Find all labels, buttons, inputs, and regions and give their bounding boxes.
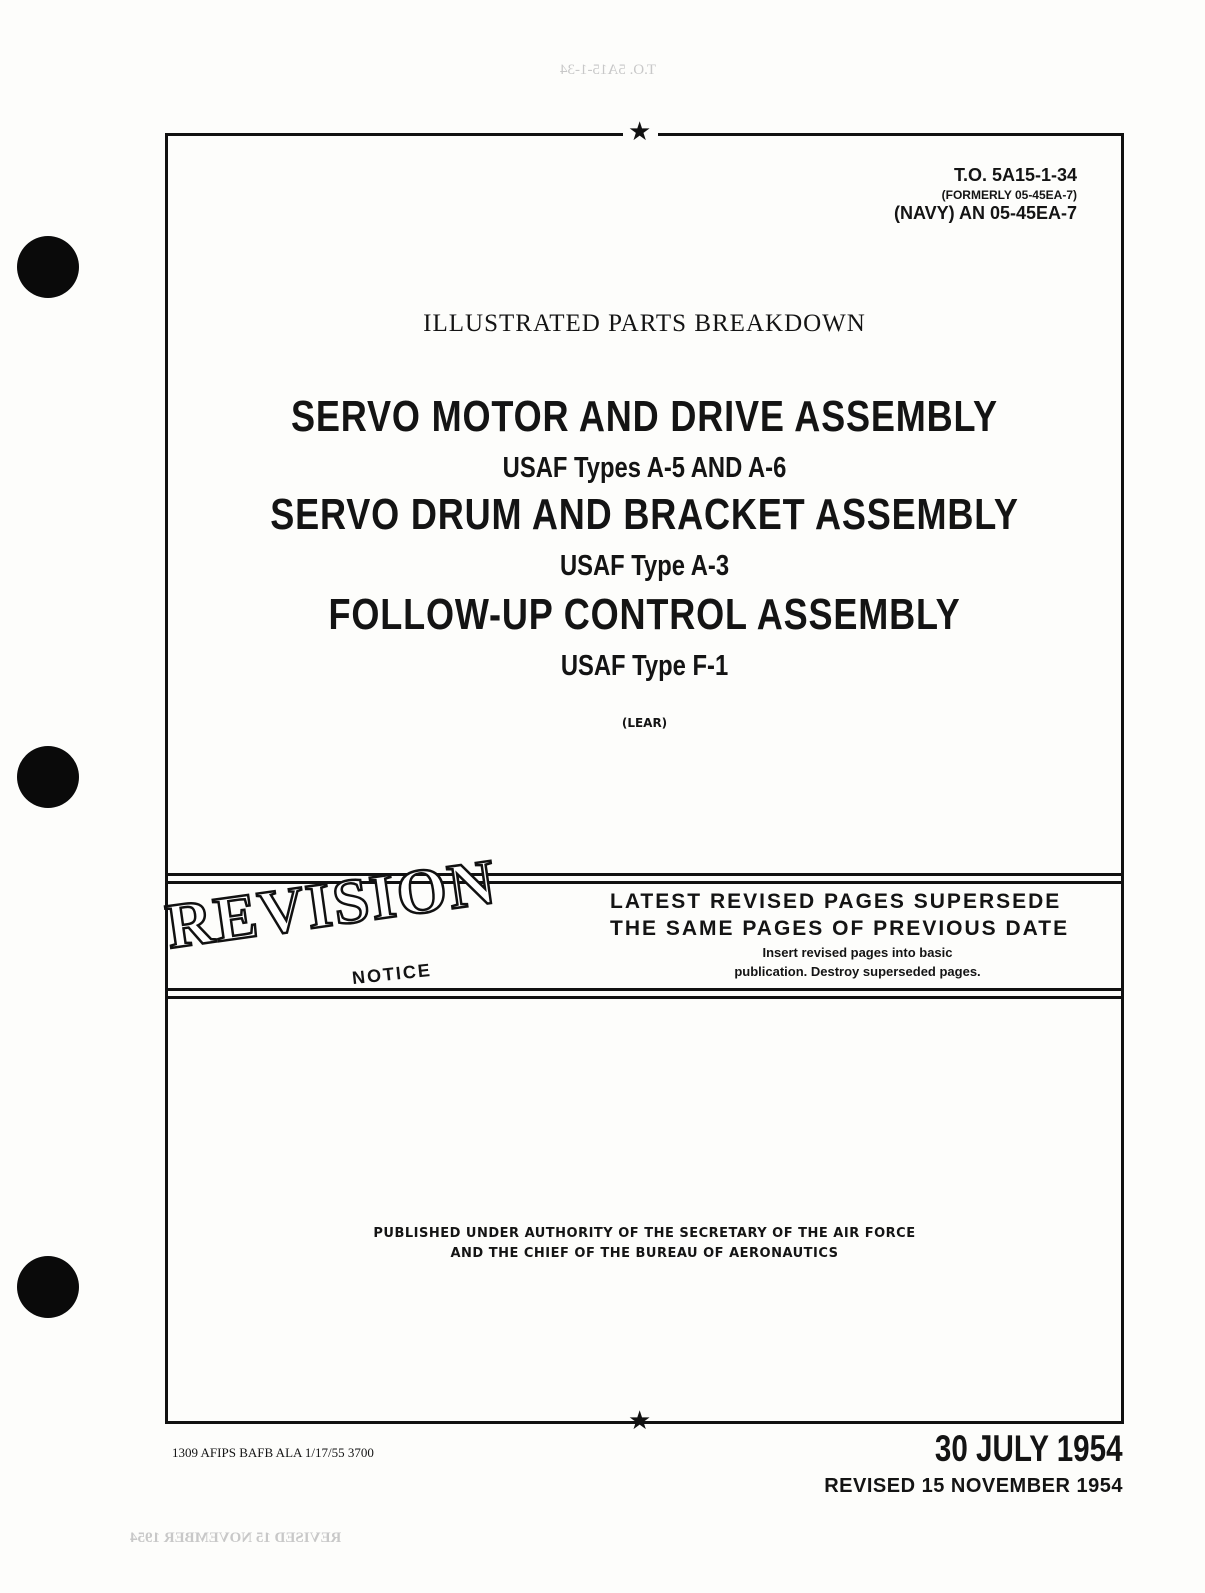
subtitle-3: USAF Type F-1: [560, 650, 729, 682]
title-1: SERVO MOTOR AND DRIVE ASSEMBLY: [291, 392, 998, 441]
revised-date: REVISED 15 NOVEMBER 1954: [824, 1475, 1123, 1497]
revision-instruction: Insert revised pages into basic: [762, 945, 953, 960]
to-number: T.O. 5A15-1-34: [953, 165, 1077, 185]
heading: ILLUSTRATED PARTS BREAKDOWN: [423, 310, 866, 337]
frame-top-left: [165, 133, 623, 136]
header-block: [894, 165, 1077, 224]
punch-hole: [17, 1256, 79, 1318]
divider: [165, 988, 1124, 999]
punch-hole: [17, 236, 79, 298]
print-code: 1309 AFIPS BAFB ALA 1/17/55 3700: [172, 1445, 374, 1460]
revision-line: THE SAME PAGES OF PREVIOUS DATE: [610, 917, 1070, 940]
publication-date: 30 JULY 1954: [935, 1428, 1123, 1469]
revision-word: REVISION: [161, 845, 502, 963]
revision-line: LATEST REVISED PAGES SUPERSEDE: [610, 890, 1062, 913]
authority-line-1: PUBLISHED UNDER AUTHORITY OF THE SECRETARY OF THE AIR FORCE: [373, 1226, 916, 1241]
authority-line-2: AND THE CHIEF OF THE BUREAU OF AERONAUTICS: [450, 1246, 839, 1261]
manufacturer: (LEAR): [621, 716, 668, 730]
subtitle-2: USAF Type A-3: [559, 550, 730, 582]
revision-instruction: publication. Destroy superseded pages.: [734, 964, 981, 979]
star-icon: ★: [628, 1406, 652, 1436]
bleed-through: REVISED 15 NOVEMBER 1954: [130, 1530, 342, 1546]
formerly-number: (FORMERLY 05-45EA-7): [941, 188, 1077, 202]
title-2: SERVO DRUM AND BRACKET ASSEMBLY: [270, 490, 1019, 539]
subtitle-1: USAF Types A-5 AND A-6: [502, 452, 787, 484]
punch-hole: [17, 746, 79, 808]
frame-top-right: [658, 133, 1121, 136]
navy-number: (NAVY) AN 05-45EA-7: [893, 203, 1077, 223]
star-icon: ★: [628, 117, 652, 147]
notice-word: NOTICE: [351, 959, 433, 989]
bleed-through: T.O. 5A15-1-34: [560, 62, 656, 78]
title-3: FOLLOW-UP CONTROL ASSEMBLY: [328, 590, 961, 639]
revision-notice-text: [610, 890, 1105, 979]
